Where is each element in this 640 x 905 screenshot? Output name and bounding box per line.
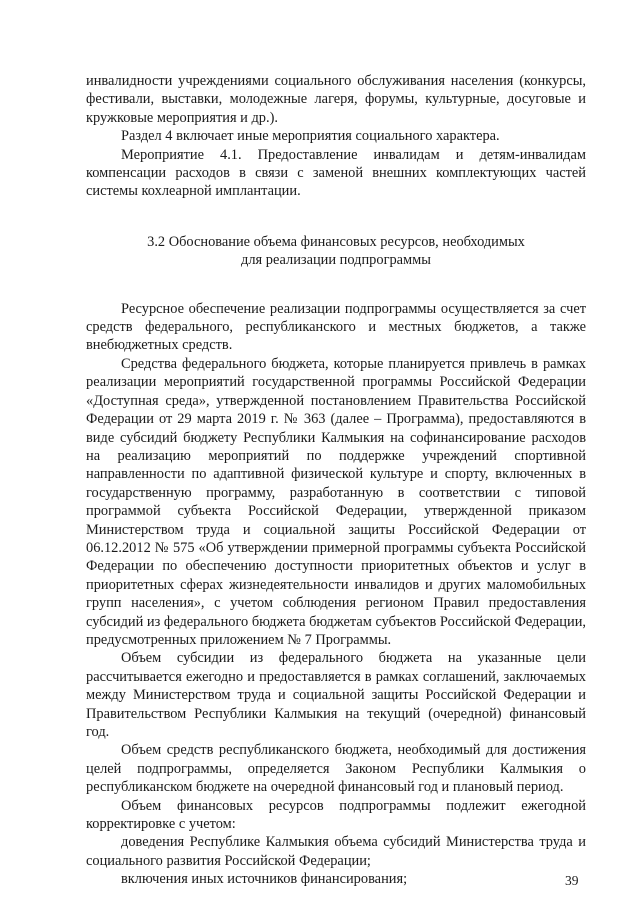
section-heading-line-2: для реализации подпрограммы <box>241 252 431 269</box>
section-heading <box>86 233 586 270</box>
paragraph-adjustment-item-1: доведения Республике Калмыкия объема субсидий Министерства труда и социального развития Российской Федерации; <box>86 834 586 869</box>
document-page <box>86 72 586 889</box>
paragraph-republican-budget: Объем средств республиканского бюджета, необходимый для достижения целей подпрограммы, определяется Законом Республики Калмыкия о республиканском бюджете на очередной финансовый год и плановый период. <box>86 742 586 796</box>
paragraph-continuation: инвалидности учреждениями социального обслуживания населения (конкурсы, фестивали, выставки, молодежные лагеря, форумы, культурные, досуговые и кружковые мероприятия и др.). <box>86 73 586 126</box>
section-heading-line-1: 3.2 Обоснование объема финансовых ресурсов, необходимых <box>147 233 525 250</box>
paragraph-adjustment: Объем финансовых ресурсов подпрограммы подлежит ежегодной корректировке с учетом: <box>86 797 586 833</box>
paragraph-federal-funds: Средства федерального бюджета, которые планируется привлечь в рамках реализации мероприятий государственной программы Российской Федерации «Доступная среда», утвержденной постановлением Правительства Российской Федерации от 29 марта 2019 г. № 363 (далее – Программа), предоставляются в виде субсидий бюджету Республики Калмыкия на софинансирование расходов на реализацию мероприятий по поддержке учреждений спортивной направленности по адаптивной физической культуре и спорту, включенных в государственную программу, разработанную в соответствии с типовой программой субъекта Российской Федерации, утвержденной приказом Министерством труда и социальной защиты Российской Федерации от 06.12.2012 № 575 «Об утверждении примерной программы субъекта Российской Федерации по обеспечению доступности приоритетных объектов и услуг в приоритетных сферах жизнедеятельности инвалидов и других маломобильных групп населения», с учетом соблюдения регионом Правил предоставления субсидий из федерального бюджета бюджетам субъектов Российской Федерации, предусмотренных приложением № 7 Программы. <box>86 355 587 648</box>
paragraph-measure-4-1: Мероприятие 4.1. Предоставление инвалидам и детям-инвалидам компенсации расходов в связи с заменой внешних комплектующих частей системы кохлеарной имплантации. <box>86 146 586 200</box>
paragraph-adjustment-item-2: включения иных источников финансирования; <box>121 871 408 888</box>
page-number: 39 <box>565 873 579 888</box>
paragraph-section-4: Раздел 4 включает иные мероприятия социального характера. <box>121 128 500 145</box>
paragraph-subsidy-volume: Объем субсидии из федерального бюджета на указанные цели рассчитывается ежегодно и предоставляется в рамках соглашений, заключаемых между Министерством труда и социальной защиты Российской Федерации и Правительством Республики Калмыкия на текущий (очередной) финансовый год. <box>86 650 586 740</box>
paragraph-resource-provision: Ресурсное обеспечение реализации подпрограммы осуществляется за счет средств федерального, республиканского и местных бюджетов, а также внебюджетных средств. <box>86 300 586 354</box>
